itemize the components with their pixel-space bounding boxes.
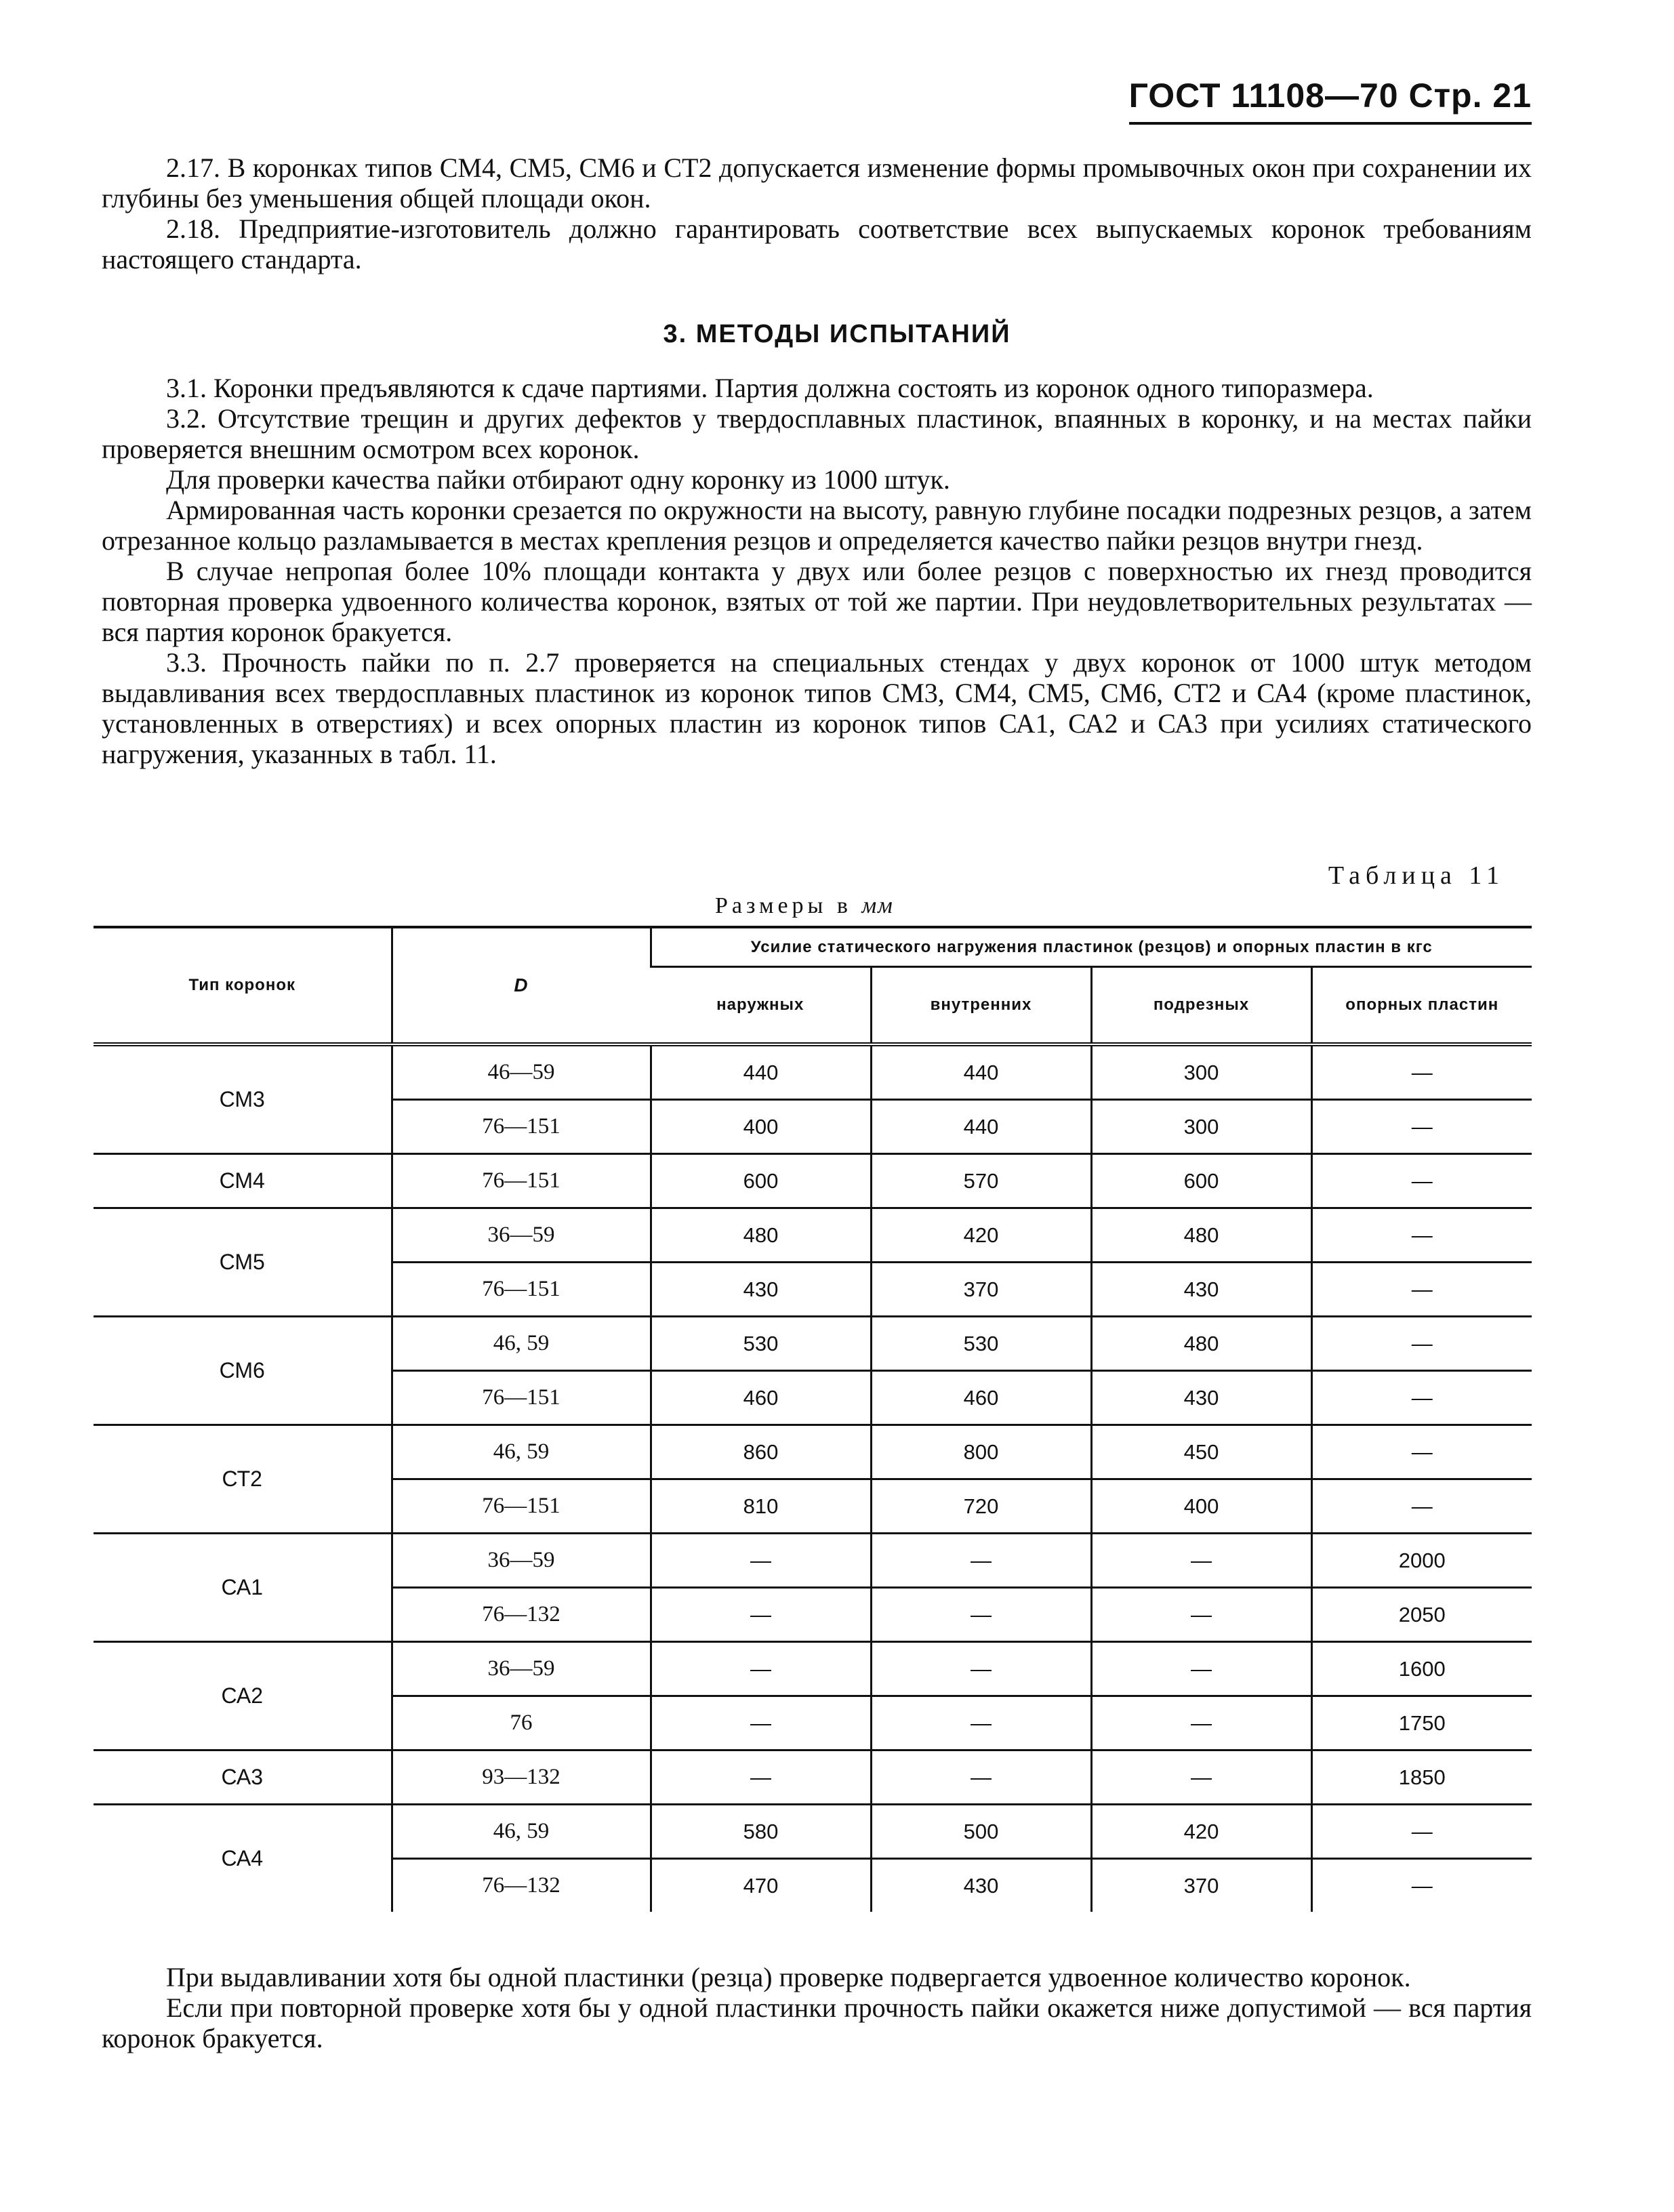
- cell-undercut: —: [1091, 1750, 1311, 1805]
- paragraph-2-18: 2.18. Предприятие-изготовитель должно гарантировать соответствие всех выпускаемых коронок требованиям настоящего стандарта.: [102, 213, 1532, 274]
- paragraph-3-2: 3.2. Отсутствие трещин и других дефектов у твердосплавных пластинок, впаянных в коронку, и на местах пайки проверяется внешним осмотром всех коронок.: [102, 403, 1532, 464]
- cell-undercut: —: [1091, 1534, 1311, 1588]
- header-load-group: Усилие статического нагружения пластинок (резцов) и опорных пластин в кгс: [651, 927, 1532, 967]
- cell-type: СМ4: [94, 1154, 392, 1208]
- cell-outer: 810: [651, 1479, 871, 1534]
- paragraph-2-17: 2.17. В коронках типов СМ4, СМ5, СМ6 и СТ2 допускается изменение формы промывочных окон при сохранении их глубины без уменьшения общей площади окон.: [102, 152, 1532, 213]
- cell-support: —: [1311, 1317, 1532, 1371]
- cell-type: СА3: [94, 1750, 392, 1805]
- cell-d: 76—132: [392, 1588, 651, 1642]
- cell-type: СМ6: [94, 1317, 392, 1425]
- cell-support: 1750: [1311, 1696, 1532, 1750]
- outro-text: [102, 1962, 1532, 2053]
- cell-inner: 800: [871, 1425, 1091, 1479]
- units-prefix: Размеры в: [715, 893, 852, 918]
- table-row: [94, 1534, 1532, 1588]
- cell-d: 76—132: [392, 1859, 651, 1912]
- cell-inner: 370: [871, 1263, 1091, 1317]
- cell-d: 36—59: [392, 1534, 651, 1588]
- table-row: [94, 1317, 1532, 1371]
- cell-inner: 430: [871, 1859, 1091, 1912]
- cell-undercut: 300: [1091, 1100, 1311, 1154]
- cell-outer: —: [651, 1588, 871, 1642]
- cell-type: СМ5: [94, 1208, 392, 1317]
- cell-support: —: [1311, 1425, 1532, 1479]
- table-row: [94, 1425, 1532, 1479]
- cell-undercut: 450: [1091, 1425, 1311, 1479]
- load-table: [94, 926, 1532, 1912]
- cell-type: СМ3: [94, 1044, 392, 1154]
- cell-undercut: 370: [1091, 1859, 1311, 1912]
- cell-outer: 440: [651, 1044, 871, 1100]
- cell-support: 1850: [1311, 1750, 1532, 1805]
- cell-d: 76—151: [392, 1263, 651, 1317]
- header-undercut: подрезных: [1091, 967, 1311, 1045]
- cell-undercut: 600: [1091, 1154, 1311, 1208]
- cell-outer: 400: [651, 1100, 871, 1154]
- cell-support: 2000: [1311, 1534, 1532, 1588]
- cell-support: 1600: [1311, 1642, 1532, 1696]
- cell-d: 76—151: [392, 1371, 651, 1425]
- table-row: [94, 1044, 1532, 1100]
- cell-undercut: 430: [1091, 1263, 1311, 1317]
- cell-d: 93—132: [392, 1750, 651, 1805]
- header-outer: наружных: [651, 967, 871, 1045]
- cell-undercut: —: [1091, 1696, 1311, 1750]
- table-row: [94, 1750, 1532, 1805]
- paragraph-cutting: Армированная часть коронки срезается по окружности на высоту, равную глубине посадки подрезных резцов, а затем отрезанное кольцо разламывается в местах крепления резцов и определяется качество пайки резцов внутри гнезд.: [102, 495, 1532, 556]
- units-value: мм: [861, 893, 894, 918]
- cell-support: —: [1311, 1154, 1532, 1208]
- cell-outer: —: [651, 1642, 871, 1696]
- cell-inner: —: [871, 1642, 1091, 1696]
- cell-outer: 480: [651, 1208, 871, 1263]
- cell-support: —: [1311, 1208, 1532, 1263]
- cell-inner: —: [871, 1534, 1091, 1588]
- cell-outer: 860: [651, 1425, 871, 1479]
- cell-d: 76—151: [392, 1479, 651, 1534]
- cell-inner: 440: [871, 1044, 1091, 1100]
- cell-undercut: 430: [1091, 1371, 1311, 1425]
- section-3-text: [102, 373, 1532, 769]
- cell-outer: 600: [651, 1154, 871, 1208]
- intro-text: [102, 152, 1532, 274]
- cell-d: 76: [392, 1696, 651, 1750]
- header-inner: внутренних: [871, 967, 1091, 1045]
- table-row: [94, 1154, 1532, 1208]
- cell-d: 76—151: [392, 1154, 651, 1208]
- cell-undercut: 480: [1091, 1208, 1311, 1263]
- cell-inner: —: [871, 1588, 1091, 1642]
- cell-inner: —: [871, 1750, 1091, 1805]
- paragraph-retest: В случае непропая более 10% площади контакта у двух или более резцов с поверхностью их гнезд проводится повторная проверка удвоенного количества коронок, взятых от той же партии. При неудовлетворительных результатах — вся партия коронок бракуется.: [102, 556, 1532, 647]
- table-caption: Таблица 11: [1328, 861, 1505, 890]
- header-type: Тип коронок: [94, 927, 392, 1044]
- paragraph-reject: Если при повторной проверке хотя бы у одной пластинки прочность пайки окажется ниже допустимой — вся партия коронок бракуется.: [102, 1992, 1532, 2053]
- paragraph-double-check: При выдавливании хотя бы одной пластинки (резца) проверке подвергается удвоенное количество коронок.: [166, 1962, 1411, 1992]
- header-support: опорных пластин: [1311, 967, 1532, 1045]
- cell-type: СА4: [221, 1846, 264, 1870]
- cell-d: 46, 59: [392, 1425, 651, 1479]
- paragraph-3-1: 3.1. Коронки предъявляются к сдаче партиями. Партия должна состоять из коронок одного типоразмера.: [166, 373, 1374, 403]
- table-row: [94, 1805, 1532, 1859]
- cell-d: 46, 59: [392, 1805, 651, 1859]
- table-row: [94, 1208, 1532, 1263]
- cell-support: —: [1311, 1805, 1532, 1859]
- cell-support: 2050: [1311, 1588, 1532, 1642]
- cell-outer: 530: [651, 1317, 871, 1371]
- header-d: D: [392, 927, 651, 1044]
- cell-type: СА1: [94, 1534, 392, 1642]
- page-header: ГОСТ 11108—70 Стр. 21: [1129, 76, 1532, 125]
- paragraph-sampling: Для проверки качества пайки отбирают одну коронку из 1000 штук.: [166, 464, 950, 495]
- cell-support: —: [1311, 1371, 1532, 1425]
- section-heading: 3. МЕТОДЫ ИСПЫТАНИЙ: [663, 320, 1011, 348]
- cell-d: 76—151: [392, 1100, 651, 1154]
- cell-inner: 440: [871, 1100, 1091, 1154]
- cell-inner: 420: [871, 1208, 1091, 1263]
- cell-inner: 570: [871, 1154, 1091, 1208]
- cell-inner: 530: [871, 1317, 1091, 1371]
- cell-support: —: [1311, 1859, 1532, 1912]
- cell-undercut: 480: [1091, 1317, 1311, 1371]
- cell-d: 36—59: [392, 1208, 651, 1263]
- cell-outer: —: [651, 1696, 871, 1750]
- cell-d: 46—59: [392, 1044, 651, 1100]
- cell-undercut: —: [1091, 1588, 1311, 1642]
- cell-inner: 460: [871, 1371, 1091, 1425]
- table-units: [715, 893, 894, 919]
- paragraph-3-3: 3.3. Прочность пайки по п. 2.7 проверяется на специальных стендах у двух коронок от 1000 штук методом выдавливания всех твердосплавных пластинок из коронок типов СМ3, СМ4, СМ5, СМ6, СТ2 и СА4 (кроме пластинок, установленных в отверстиях) и всех опорных пластин из коронок типов СА1, СА2 и СА3 при усилиях статического нагружения, указанных в табл. 11.: [102, 647, 1532, 769]
- cell-support: —: [1311, 1263, 1532, 1317]
- cell-outer: —: [651, 1534, 871, 1588]
- cell-inner: —: [871, 1696, 1091, 1750]
- table-body: [94, 1044, 1532, 1912]
- cell-outer: 460: [651, 1371, 871, 1425]
- cell-undercut: 400: [1091, 1479, 1311, 1534]
- cell-undercut: —: [1091, 1642, 1311, 1696]
- cell-type: СТ2: [94, 1425, 392, 1534]
- cell-outer: —: [651, 1750, 871, 1805]
- cell-inner: 500: [871, 1805, 1091, 1859]
- cell-type: СА2: [94, 1642, 392, 1750]
- cell-d: 36—59: [392, 1642, 651, 1696]
- cell-outer: 580: [651, 1805, 871, 1859]
- cell-outer: 430: [651, 1263, 871, 1317]
- cell-undercut: 420: [1091, 1805, 1311, 1859]
- cell-outer: 470: [651, 1859, 871, 1912]
- cell-d: 46, 59: [392, 1317, 651, 1371]
- cell-inner: 720: [871, 1479, 1091, 1534]
- cell-support: —: [1311, 1100, 1532, 1154]
- cell-support: —: [1311, 1479, 1532, 1534]
- cell-support: —: [1311, 1044, 1532, 1100]
- table-row: [94, 1642, 1532, 1696]
- cell-undercut: 300: [1091, 1044, 1311, 1100]
